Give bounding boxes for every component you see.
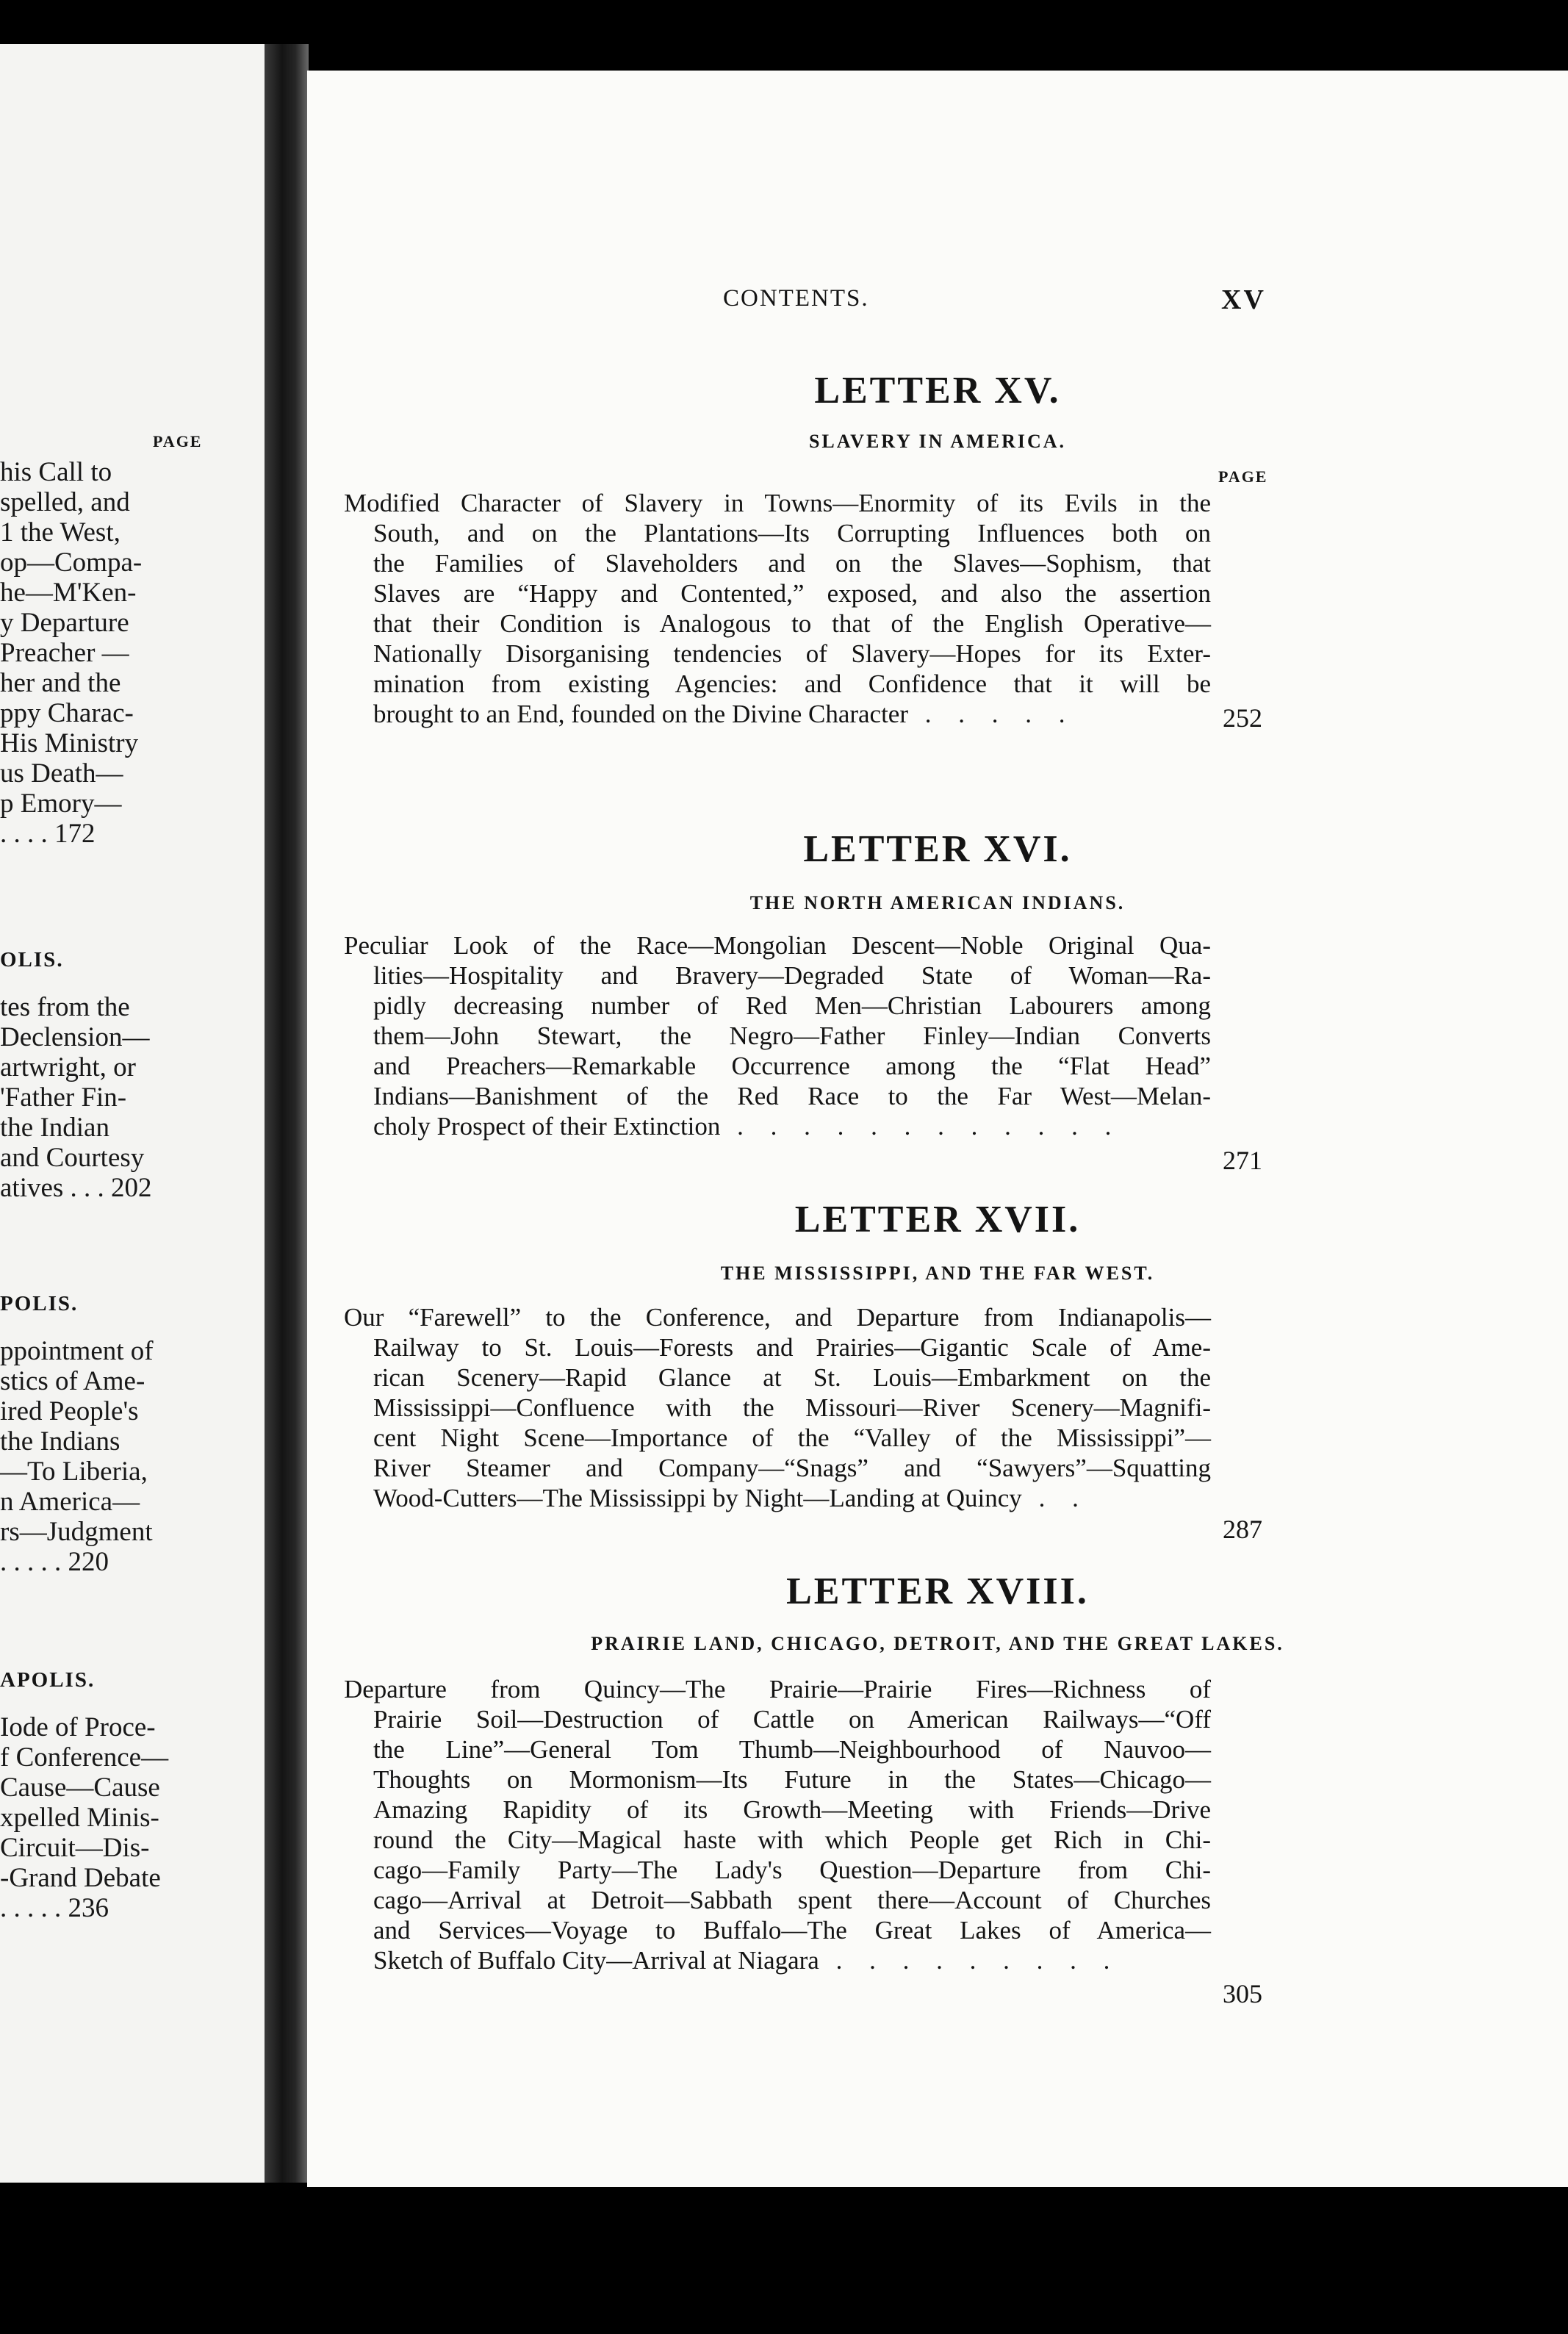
synopsis-text: them—John Stewart, the Negro—Father Finley—Indian Converts xyxy=(373,1021,1211,1050)
facing-page-line: op—Compa- xyxy=(0,547,143,578)
letter-synopsis xyxy=(344,930,1211,1141)
synopsis-line xyxy=(344,1674,1211,1704)
letter-synopsis xyxy=(344,488,1211,729)
synopsis-text: cago—Family Party—The Lady's Question—Departure from Chi- xyxy=(373,1856,1211,1884)
synopsis-line xyxy=(344,1302,1211,1332)
synopsis-line xyxy=(344,991,1211,1021)
facing-page-line: her and the xyxy=(0,668,121,698)
facing-page-line: Declension— xyxy=(0,1022,150,1052)
synopsis-text: Nationally Disorganising tendencies of Slavery—Hopes for its Exter- xyxy=(373,639,1211,668)
letter-subject: SLAVERY IN AMERICA. xyxy=(808,431,1067,452)
synopsis-line xyxy=(344,1795,1211,1825)
synopsis-line xyxy=(344,518,1211,548)
facing-page-line: xpelled Minis- xyxy=(0,1803,159,1833)
synopsis-line xyxy=(344,1332,1211,1362)
page-folio: XV xyxy=(1221,284,1266,315)
facing-page-line: ired People's xyxy=(0,1396,139,1426)
synopsis-text: Indians—Banishment of the Red Race to the Far West—Melan- xyxy=(373,1082,1211,1110)
dot-leader: . . . . . xyxy=(908,700,1076,728)
facing-page-line: -Grand Debate xyxy=(0,1863,161,1893)
facing-page-heading: POLIS. xyxy=(0,1292,79,1315)
synopsis-line xyxy=(344,960,1211,991)
letter-subject: THE MISSISSIPPI, AND THE FAR WEST. xyxy=(720,1263,1155,1284)
facing-page-line: y Departure xyxy=(0,608,129,638)
letter-title: LETTER XVII. xyxy=(794,1199,1081,1240)
facing-page-line: Preacher — xyxy=(0,638,129,668)
synopsis-text: cago—Arrival at Detroit—Sabbath spent there—Account of Churches xyxy=(373,1886,1211,1914)
synopsis-line xyxy=(344,1825,1211,1855)
facing-page-line: ppy Charac- xyxy=(0,698,134,728)
synopsis-line xyxy=(344,1051,1211,1081)
facing-page-line: his Call to xyxy=(0,457,112,487)
synopsis-text: pidly decreasing number of Red Men—Christian Labourers among xyxy=(373,991,1211,1020)
facing-page-line: the Indians xyxy=(0,1426,121,1457)
synopsis-line xyxy=(344,1764,1211,1795)
facing-page-fragment xyxy=(0,44,265,2183)
facing-page-line: us Death— xyxy=(0,758,123,789)
facing-page-line: Iode of Proce- xyxy=(0,1712,156,1742)
facing-page-line: rs—Judgment xyxy=(0,1517,153,1547)
synopsis-text: and Preachers—Remarkable Occurrence among the “Flat Head” xyxy=(373,1052,1211,1080)
synopsis-text: rican Scenery—Rapid Glance at St. Louis—Embarkment on the xyxy=(373,1363,1211,1392)
facing-page-line: ppointment of xyxy=(0,1336,154,1366)
synopsis-line xyxy=(344,1704,1211,1734)
facing-page-line: Cause—Cause xyxy=(0,1773,160,1803)
synopsis-text: Departure from Quincy—The Prairie—Prairie Fires—Richness of xyxy=(344,1675,1211,1703)
synopsis-line xyxy=(344,1734,1211,1764)
synopsis-text: the Families of Slaveholders and on the Slaves—Sophism, that xyxy=(373,549,1211,578)
synopsis-line xyxy=(344,578,1211,608)
synopsis-line xyxy=(344,1453,1211,1483)
synopsis-text: South, and on the Plantations—Its Corrupting Influences both on xyxy=(373,519,1211,547)
synopsis-line xyxy=(344,1945,1211,1975)
facing-page-line: the Indian xyxy=(0,1113,109,1143)
facing-page-line: atives . . . 202 xyxy=(0,1173,152,1203)
facing-page-heading: APOLIS. xyxy=(0,1668,96,1692)
synopsis-line xyxy=(344,1423,1211,1453)
letter-title: LETTER XVIII. xyxy=(786,1570,1089,1612)
facing-page-line: 'Father Fin- xyxy=(0,1082,127,1113)
page-number: 252 xyxy=(1223,703,1262,733)
letter-subject: THE NORTH AMERICAN INDIANS. xyxy=(749,892,1126,913)
facing-page-heading: OLIS. xyxy=(0,948,64,972)
dot-leader: . . xyxy=(1021,1484,1089,1512)
synopsis-text: Mississippi—Confluence with the Missouri—River Scenery—Magnifi- xyxy=(373,1393,1211,1422)
synopsis-line xyxy=(344,1885,1211,1915)
synopsis-line xyxy=(344,1855,1211,1885)
synopsis-line xyxy=(344,1483,1211,1513)
synopsis-line xyxy=(344,1081,1211,1111)
letter-subject: PRAIRIE LAND, CHICAGO, DETROIT, AND THE GREAT LAKES. xyxy=(591,1633,1284,1654)
synopsis-text: Thoughts on Mormonism—Its Future in the States—Chicago— xyxy=(373,1765,1211,1794)
synopsis-text: Sketch of Buffalo City—Arrival at Niagara xyxy=(373,1946,819,1975)
synopsis-line xyxy=(344,1021,1211,1051)
page-number: 271 xyxy=(1223,1146,1262,1175)
synopsis-text: mination from existing Agencies: and Confidence that it will be xyxy=(373,669,1211,698)
synopsis-text: cent Night Scene—Importance of the “Valley of the Mississippi”— xyxy=(373,1423,1211,1452)
facing-page-line: n America— xyxy=(0,1487,140,1517)
synopsis-line xyxy=(344,488,1211,518)
letter-title: LETTER XVI. xyxy=(803,828,1072,870)
facing-page-line: tes from the xyxy=(0,992,130,1022)
synopsis-text: Modified Character of Slavery in Towns—Enormity of its Evils in the xyxy=(344,489,1211,517)
facing-page-line: Circuit—Dis- xyxy=(0,1833,150,1863)
letter-synopsis xyxy=(344,1302,1211,1513)
page-number: 305 xyxy=(1223,1979,1262,2008)
synopsis-line xyxy=(344,669,1211,699)
facing-page-line: His Ministry xyxy=(0,728,139,758)
book-gutter xyxy=(265,44,309,2183)
synopsis-line xyxy=(344,699,1211,729)
synopsis-text: Slaves are “Happy and Contented,” exposed, and also the assertion xyxy=(373,579,1211,608)
facing-page-line: f Conference— xyxy=(0,1742,169,1773)
synopsis-text: Railway to St. Louis—Forests and Prairies—Gigantic Scale of Ame- xyxy=(373,1333,1211,1362)
synopsis-line xyxy=(344,1393,1211,1423)
page-number: 287 xyxy=(1223,1515,1262,1544)
facing-page-label: PAGE xyxy=(153,432,203,450)
facing-page-line: artwright, or xyxy=(0,1052,136,1082)
dot-leader: . . . . . . . . . . . . xyxy=(720,1112,1122,1141)
facing-page-line: . . . . . 236 xyxy=(0,1893,109,1923)
dot-leader: . . . . . . . . . xyxy=(819,1946,1121,1975)
synopsis-text: and Services—Voyage to Buffalo—The Great Lakes of America— xyxy=(373,1916,1211,1945)
synopsis-text: River Steamer and Company—“Snags” and “Sawyers”—Squatting xyxy=(373,1454,1211,1482)
letter-synopsis xyxy=(344,1674,1211,1975)
synopsis-line xyxy=(344,1915,1211,1945)
facing-page-line: stics of Ame- xyxy=(0,1366,145,1396)
facing-page-line: he—M'Ken- xyxy=(0,578,137,608)
facing-page-line: spelled, and xyxy=(0,487,130,517)
synopsis-text: Amazing Rapidity of its Growth—Meeting with Friends—Drive xyxy=(373,1795,1211,1824)
synopsis-line xyxy=(344,548,1211,578)
facing-page-line: 1 the West, xyxy=(0,517,121,547)
synopsis-text: Our “Farewell” to the Conference, and Departure from Indianapolis— xyxy=(344,1303,1211,1332)
synopsis-text: choly Prospect of their Extinction xyxy=(373,1112,721,1141)
synopsis-text: brought to an End, founded on the Divine Character xyxy=(373,700,908,728)
contents-page xyxy=(307,71,1568,2187)
synopsis-line xyxy=(344,1362,1211,1393)
synopsis-text: Prairie Soil—Destruction of Cattle on American Railways—“Off xyxy=(373,1705,1211,1734)
synopsis-line xyxy=(344,639,1211,669)
running-title: CONTENTS. xyxy=(723,285,869,312)
synopsis-text: the Line”—General Tom Thumb—Neighbourhood of Nauvoo— xyxy=(373,1735,1211,1764)
synopsis-line xyxy=(344,1111,1211,1141)
synopsis-text: lities—Hospitality and Bravery—Degraded State of Woman—Ra- xyxy=(373,961,1211,990)
synopsis-text: Wood-Cutters—The Mississippi by Night—Landing at Quincy xyxy=(373,1484,1022,1512)
synopsis-line xyxy=(344,930,1211,960)
facing-page-line: —To Liberia, xyxy=(0,1457,148,1487)
synopsis-text: Peculiar Look of the Race—Mongolian Descent—Noble Original Qua- xyxy=(344,931,1211,960)
synopsis-line xyxy=(344,608,1211,639)
facing-page-line: . . . . . 220 xyxy=(0,1547,109,1577)
facing-page-line: . . . . 172 xyxy=(0,819,96,849)
letter-title: LETTER XV. xyxy=(814,370,1061,412)
facing-page-line: p Emory— xyxy=(0,789,122,819)
synopsis-text: that their Condition is Analogous to that of the English Operative— xyxy=(373,609,1211,638)
synopsis-text: round the City—Magical haste with which People get Rich in Chi- xyxy=(373,1825,1211,1854)
facing-page-line: and Courtesy xyxy=(0,1143,145,1173)
page-column-label: PAGE xyxy=(1218,467,1268,486)
